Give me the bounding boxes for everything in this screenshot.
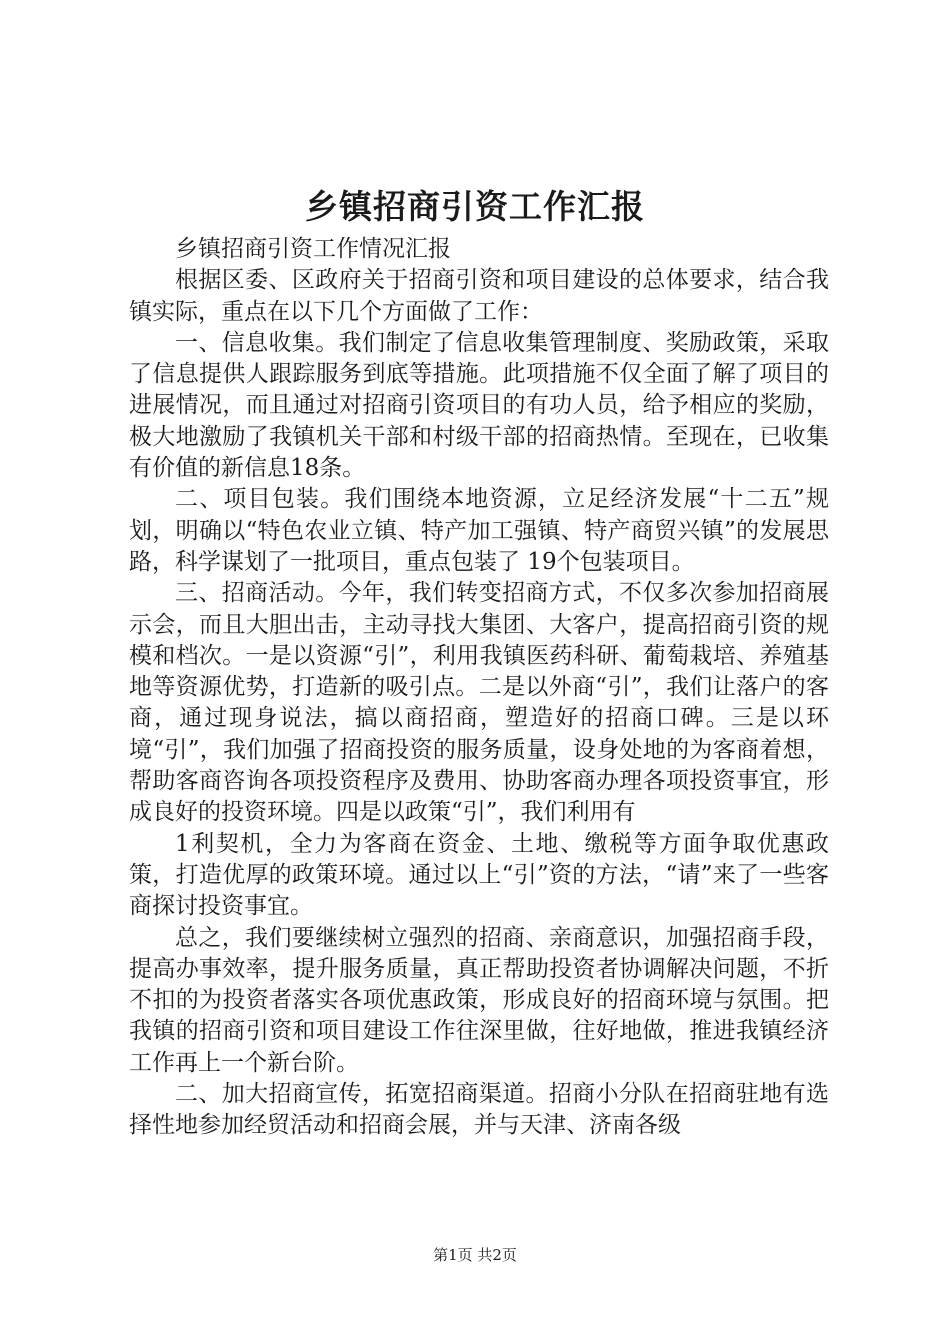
paragraph-policy-environment: 1利契机，全力为客商在资金、土地、缴税等方面争取优惠政策，打造优厚的政策环境。通过以上“引”资的方法，“请”来了一些客商探讨投资事宜。 xyxy=(129,830,829,920)
paragraph-summary: 总之，我们要继续树立强烈的招商、亲商意识，加强招商手段，提高办事效率，提升服务质量，真正帮助投资者协调解决问题，不折不扣的为投资者落实各项优惠政策，形成良好的招商环境与氛围。把我镇的招商引资和项目建设工作往深里做，往好地做，推进我镇经济工作再上一个新台阶。 xyxy=(129,924,829,1076)
paragraph-investment-activities: 三、招商活动。今年，我们转变招商方式，不仅多次参加招商展示会，而且大胆出击，主动寻找大集团、大客户，提高招商引资的规模和档次。一是以资源“引”，利用我镇医药科研、葡萄栽培、养殖基地等资源优势，打造新的吸引点。二是以外商“引”，我们让落户的客商，通过现身说法，搞以商招商，塑造好的招商口碑。三是以环境“引”，我们加强了招商投资的服务质量，设身处地的为客商着想，帮助客商咨询各项投资程序及费用、协助客商办理各项投资事宜，形成良好的投资环境。四是以政策“引”，我们利用有 xyxy=(129,580,829,826)
paragraph-project-packaging: 二、项目包装。我们围绕本地资源，立足经济发展“十二五”规划，明确以“特色农业立镇、特产加工强镇、特产商贸兴镇”的发展思路，科学谋划了一批项目，重点包装了 19个包装项目。 xyxy=(129,486,829,575)
paragraph-info-collection: 一、信息收集。我们制定了信息收集管理制度、奖励政策，采取了信息提供人跟踪服务到底等措施。此项措施不仅全面了解了项目的进展情况，而且通过对招商引资项目的有功人员，给予相应的奖励，极大地激励了我镇机关干部和村级干部的招商热情。至现在，已收集有价值的新信息18条。 xyxy=(129,329,829,482)
document-body xyxy=(129,234,829,1142)
paragraph-promotion: 二、加大招商宣传，拓宽招商渠道。招商小分队在招商驻地有选择性地参加经贸活动和招商会展，并与天津、济南各级 xyxy=(129,1081,829,1139)
paragraph-intro: 根据区委、区政府关于招商引资和项目建设的总体要求，结合我镇实际，重点在以下几个方面做了工作： xyxy=(129,267,829,325)
paragraph-subtitle: 乡镇招商引资工作情况汇报 xyxy=(175,236,451,262)
document-title: 乡镇招商引资工作汇报 xyxy=(305,187,645,226)
page-footer: 第1页 共2页 xyxy=(433,1246,517,1264)
